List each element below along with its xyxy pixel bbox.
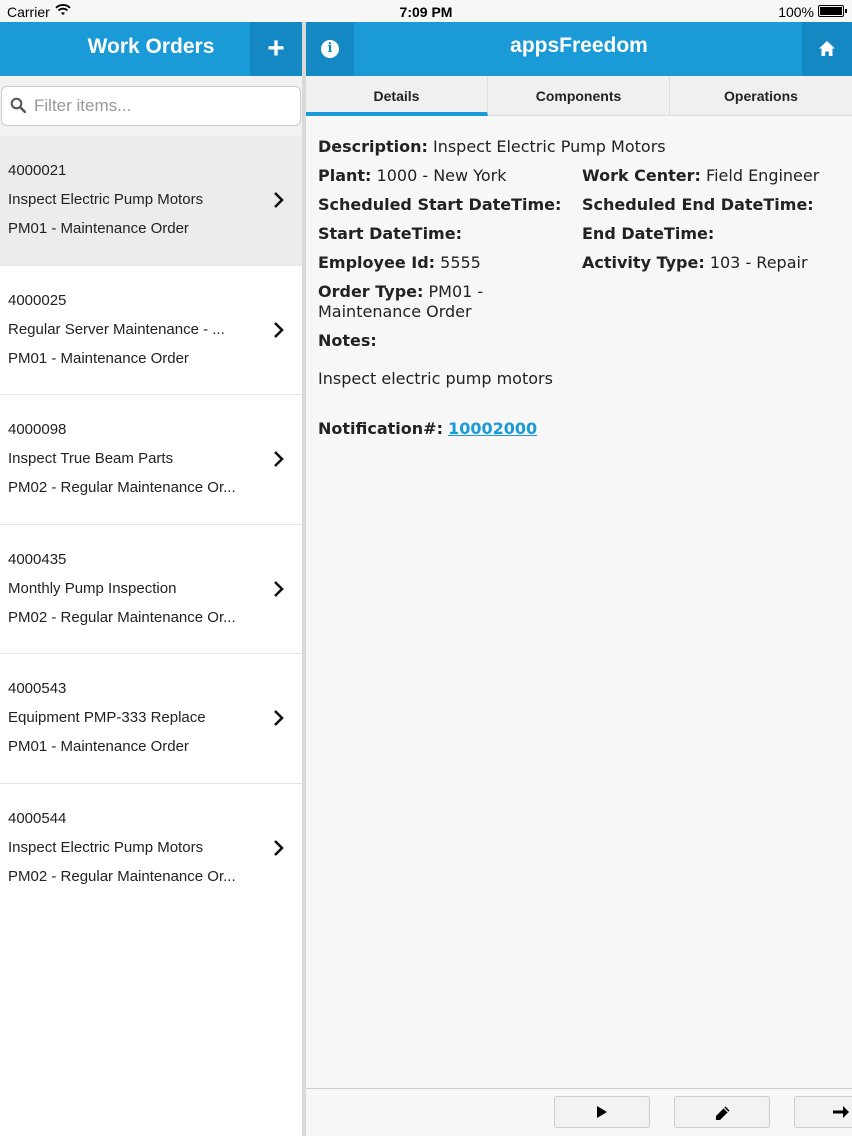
tab-operations[interactable]: Operations (724, 88, 798, 104)
order-type-label: Order Type: (318, 282, 424, 301)
employee-row (318, 253, 580, 273)
detail-pane (306, 22, 852, 1136)
activity-value: 103 - Repair (709, 253, 808, 272)
description-label: Description: (318, 137, 428, 156)
sched-end-row (582, 195, 846, 215)
notes-label: Notes: (318, 331, 377, 350)
order-type: PM02 - Regular Maintenance Or... (8, 479, 236, 496)
arrow-right-icon (833, 1105, 849, 1119)
notes-row (318, 331, 580, 351)
list-item[interactable] (0, 654, 302, 784)
order-title: Inspect Electric Pump Motors (8, 191, 204, 208)
plant-label: Plant: (318, 166, 372, 185)
battery-icon (818, 5, 844, 17)
work-orders-title: Work Orders (87, 35, 215, 58)
work-center-label: Work Center: (582, 166, 701, 185)
notes-value: Inspect electric pump motors (318, 369, 553, 388)
bottom-toolbar (306, 1088, 852, 1136)
chevron-right-icon (272, 839, 284, 857)
info-button[interactable] (306, 22, 354, 76)
order-type-row (318, 282, 580, 302)
start-button[interactable] (554, 1096, 650, 1128)
order-title: Regular Server Maintenance - ... (8, 320, 225, 338)
plant-value: 1000 - New York (376, 166, 507, 185)
sched-start-row (318, 195, 580, 215)
work-center-value: Field Engineer (706, 166, 820, 185)
info-icon: i (321, 40, 339, 58)
order-id: 4000025 (8, 291, 67, 309)
order-id: 4000021 (8, 162, 67, 179)
sched-end-label: Scheduled End DateTime: (582, 195, 814, 214)
order-id: 4000435 (8, 550, 67, 568)
start-label: Start DateTime: (318, 224, 462, 243)
order-type: PM01 - Maintenance Order (8, 349, 189, 367)
tab-details[interactable]: Details (306, 76, 488, 116)
filter-input[interactable] (34, 87, 294, 125)
carrier-label: Carrier (7, 4, 50, 20)
chevron-right-icon (272, 709, 284, 727)
home-icon (819, 41, 835, 56)
notification-link[interactable]: 10002000 (448, 419, 538, 438)
add-button[interactable]: + (250, 22, 302, 76)
end-row (582, 224, 846, 244)
order-id: 4000543 (8, 680, 67, 697)
order-type: PM02 - Regular Maintenance Or... (8, 867, 236, 885)
work-orders-pane (0, 22, 302, 1136)
activity-label: Activity Type: (582, 253, 705, 272)
notes-value-row (318, 369, 846, 389)
order-id: 4000544 (8, 809, 67, 827)
order-type-value-cont: Maintenance Order (318, 302, 472, 321)
work-order-list (0, 136, 302, 913)
employee-label: Employee Id: (318, 253, 436, 272)
home-button[interactable] (802, 22, 852, 76)
search-icon (10, 97, 26, 113)
work-center-row (582, 166, 846, 186)
order-title: Monthly Pump Inspection (8, 579, 177, 597)
order-title: Equipment PMP-333 Replace (8, 709, 206, 726)
clock: 7:09 PM (399, 4, 453, 20)
notification-row (318, 419, 846, 439)
order-type: PM02 - Regular Maintenance Or... (8, 608, 236, 626)
activity-row (582, 253, 846, 273)
battery-percent: 100% (778, 4, 814, 20)
filter-bar (0, 76, 302, 136)
next-button[interactable] (794, 1096, 852, 1128)
order-type: PM01 - Maintenance Order (8, 738, 189, 755)
pencil-icon (715, 1105, 731, 1121)
tab-components[interactable]: Components (488, 76, 670, 116)
chevron-right-icon (272, 450, 284, 468)
detail-header (306, 22, 852, 76)
work-orders-header (0, 22, 302, 76)
description-row (318, 137, 846, 157)
order-title: Inspect Electric Pump Motors (8, 838, 204, 856)
order-type-value: PM01 - (428, 282, 484, 301)
description-value: Inspect Electric Pump Motors (432, 137, 666, 156)
filter-box (1, 86, 301, 126)
sched-start-label: Scheduled Start DateTime: (318, 195, 562, 214)
list-item[interactable] (0, 266, 302, 396)
order-id: 4000098 (8, 421, 67, 438)
status-bar (0, 0, 852, 22)
chevron-right-icon (272, 191, 284, 209)
list-item[interactable] (0, 395, 302, 525)
app-title: appsFreedom (510, 34, 648, 57)
play-icon (595, 1105, 609, 1119)
list-item[interactable] (0, 136, 302, 266)
plant-row (318, 166, 580, 186)
edit-button[interactable] (674, 1096, 770, 1128)
employee-value: 5555 (440, 253, 481, 272)
order-type-row-cont (318, 302, 580, 322)
order-title: Inspect True Beam Parts (8, 450, 174, 467)
chevron-right-icon (272, 580, 284, 598)
detail-tabs (306, 76, 852, 116)
order-type: PM01 - Maintenance Order (8, 220, 189, 237)
list-item[interactable] (0, 784, 302, 914)
start-row (318, 224, 580, 244)
notification-label: Notification#: (318, 419, 443, 438)
end-label: End DateTime: (582, 224, 715, 243)
chevron-right-icon (272, 321, 284, 339)
list-item[interactable] (0, 525, 302, 655)
